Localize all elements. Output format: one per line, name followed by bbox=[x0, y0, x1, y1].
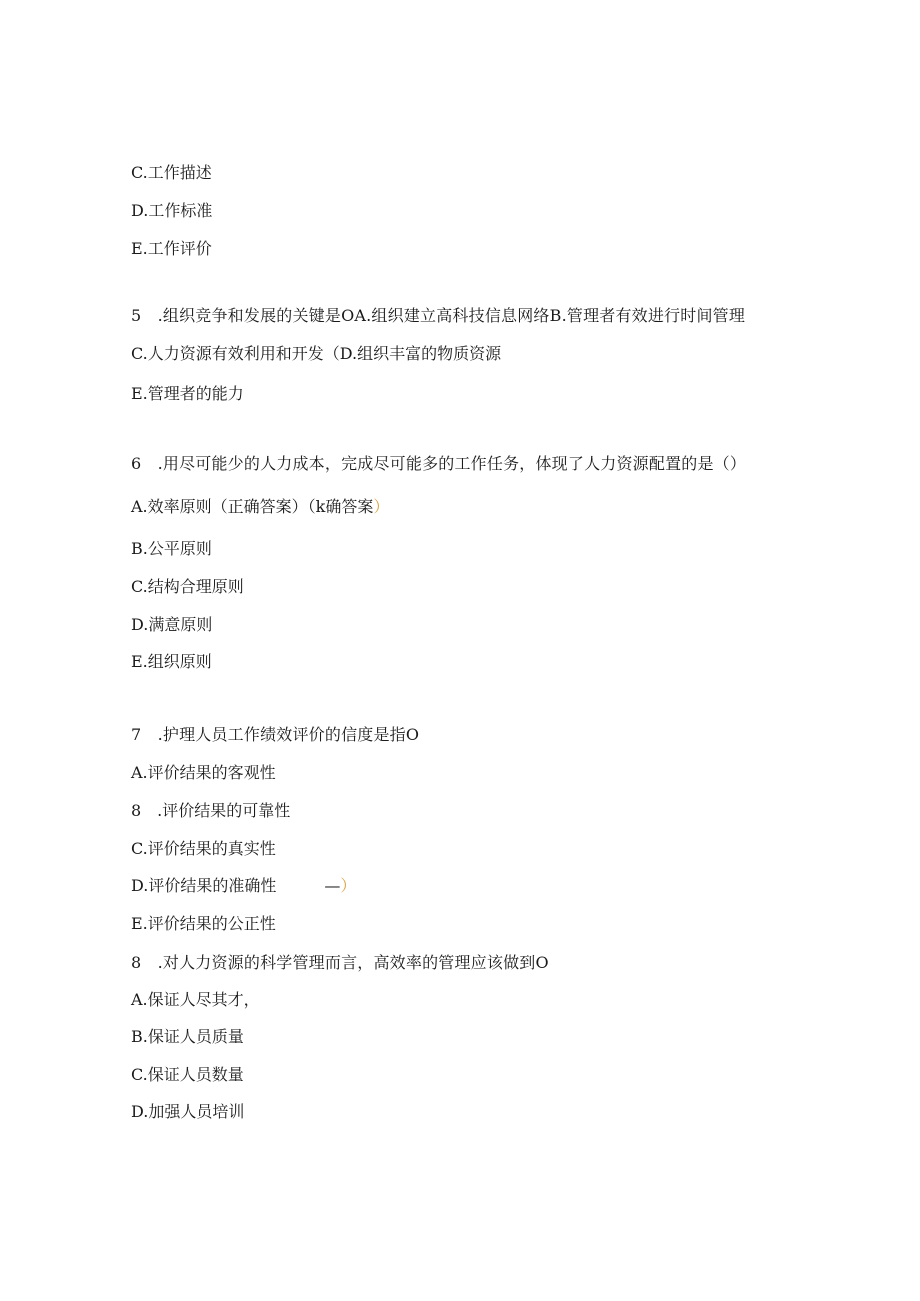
option-line: C.工作描述 bbox=[131, 163, 212, 182]
option-line: C.评价结果的真实性 bbox=[131, 839, 276, 858]
option-line: A.评价结果的客观性 bbox=[131, 763, 276, 782]
option-line: E.组织原则 bbox=[131, 652, 212, 671]
option-line: B.保证人员质量 bbox=[131, 1027, 244, 1046]
option-line: A.保证人尽其才， bbox=[131, 990, 260, 1009]
option-line: C.人力资源有效利用和开发（D.组织丰富的物质资源 bbox=[131, 344, 502, 363]
option-line: C.结构合理原则 bbox=[131, 577, 244, 596]
option-text: D.评价结果的准确性 bbox=[131, 876, 277, 895]
option-line: E.管理者的能力 bbox=[131, 384, 244, 403]
answer-mark: ） bbox=[373, 497, 390, 516]
option-line: C.保证人员数量 bbox=[131, 1065, 244, 1084]
answer-text: A.效率原则（正确答案）（k确答案 bbox=[131, 497, 374, 516]
option-line: D.加强人员培训 bbox=[131, 1102, 245, 1121]
option-line: E.工作评价 bbox=[131, 239, 212, 258]
dash-mark: — bbox=[324, 876, 341, 895]
answer-mark: ） bbox=[340, 876, 357, 895]
question-6: 6 .用尽可能少的人力成本，完成尽可能多的工作任务，体现了人力资源配置的是（） bbox=[131, 454, 747, 473]
question-8: 8 .对人力资源的科学管理而言，高效率的管理应该做到O bbox=[131, 953, 549, 972]
option-line: B.公平原则 bbox=[131, 539, 212, 558]
question-5: 5 .组织竞争和发展的关键是OA.组织建立高科技信息网络B.管理者有效进行时间管理 bbox=[131, 306, 746, 325]
option-line-answer bbox=[131, 497, 389, 517]
option-line: E.评价结果的公正性 bbox=[131, 914, 276, 933]
question-7: 7 .护理人员工作绩效评价的信度是指O bbox=[131, 725, 420, 744]
option-line: D.工作标准 bbox=[131, 201, 213, 220]
option-line: 8 .评价结果的可靠性 bbox=[131, 801, 291, 820]
option-line-marked bbox=[131, 876, 356, 896]
option-line: D.满意原则 bbox=[131, 615, 213, 634]
